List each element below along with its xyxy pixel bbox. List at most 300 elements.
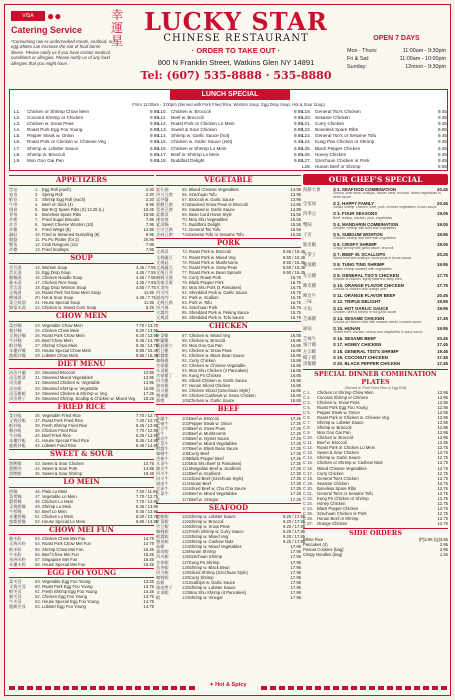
- item-chinese-name: 清蒸雞: [9, 380, 22, 386]
- item-name: Pork w. Tofu: [189, 299, 212, 305]
- item-chinese-name: 四川豬: [156, 304, 169, 310]
- item-number: 66.: [182, 191, 188, 197]
- item-name: Sauteed w. Garlic Sauce: [189, 206, 235, 212]
- item-price: 16.85: [290, 357, 301, 363]
- lunch-item-price: 9.85: [150, 139, 159, 145]
- item-price: 9.20 / 17.95: [283, 529, 306, 535]
- lunch-special-box: [9, 89, 448, 171]
- section-heading: DIET MENU: [9, 359, 154, 370]
- item-number: 52.: [35, 518, 41, 524]
- item-name: Black Pepper Chicken: [317, 505, 359, 511]
- menu-column-middle: [156, 174, 306, 601]
- item-number: 79.: [182, 279, 188, 285]
- item-price: 12.75: [437, 521, 448, 527]
- item-price: 2.20: [145, 186, 154, 192]
- item-number: C 5.: [303, 410, 311, 416]
- item-number: 23.: [35, 322, 41, 328]
- item-price: 19.95: [437, 305, 448, 311]
- item-name: Fresh Shrimp w. Curry Sauce: [189, 529, 244, 535]
- item-name: Fried or Steamed Dumpling (8): [42, 231, 100, 237]
- lunch-item-number: L1.: [14, 109, 21, 114]
- item-price: 19.95: [437, 299, 448, 305]
- item-price: 8.45 / 14.95: [136, 438, 159, 444]
- item-price: 16.85: [290, 367, 301, 373]
- lunch-item-price: 9.85: [294, 115, 303, 121]
- item-price: 4.45 / 7.55: [136, 269, 156, 275]
- item-price: 20.45: [437, 292, 448, 298]
- section-heading: VEGETABLE: [156, 175, 301, 186]
- item-name: Shrimp w. Cashew Nuts: [189, 539, 234, 545]
- item-number: 1.: [35, 186, 39, 192]
- item-name: Shrimp w. Black Bean: [189, 564, 230, 570]
- item-name: Chicken Chow Mei Fun: [42, 536, 86, 542]
- item-price: 17.25: [290, 430, 301, 436]
- menu-item: [9, 396, 154, 401]
- item-description: Sliced beef and scallops, snow peas in brown sauce: [333, 256, 412, 261]
- item-name: Moo Shu Beef (4 Pancakes): [189, 461, 242, 467]
- item-name: Hunan Sliced Chicken: [189, 383, 231, 389]
- item-number: S 5.: [333, 231, 343, 237]
- item-name: Shrimp w. Lobster Sauce: [189, 584, 236, 590]
- item-number: 12.: [35, 242, 41, 248]
- item-number: 30.: [35, 370, 41, 376]
- item-number: 72.: [182, 226, 188, 232]
- item-chinese-name: 燒排: [9, 206, 18, 212]
- item-number: C 26.: [303, 516, 314, 521]
- chef-item-line: [303, 336, 448, 341]
- item-number: S 6.: [333, 241, 343, 247]
- item-price: 17.95: [290, 554, 301, 560]
- lunch-item-price: 9.85: [294, 157, 303, 163]
- item-price: 8.45 / 13.95: [136, 503, 159, 509]
- chef-special-item: [303, 211, 448, 220]
- lunch-item-number: L28.: [302, 163, 311, 169]
- item-name: Roast Pork Yat Gaw Mein Soup: [42, 289, 101, 295]
- item-chinese-name: 蝦炒飯: [9, 423, 22, 429]
- item-name: Chicken Rice Soup: [42, 279, 78, 285]
- item-price: 1.25: [439, 552, 448, 558]
- item-price: 14.95: [143, 466, 154, 472]
- lunch-item-number: L27.: [302, 157, 311, 163]
- item-number: C 4.: [303, 404, 311, 410]
- item-chinese-name: 叉燒菜: [156, 249, 169, 255]
- mastercard-icon: ●●: [47, 9, 62, 23]
- lunch-item-price: 9.45: [438, 121, 447, 127]
- lunch-item-number: L23.: [302, 133, 311, 139]
- lunch-item-number: L20.: [302, 115, 311, 121]
- lunch-item-number: L24.: [302, 139, 311, 145]
- item-price: 17.25: [290, 466, 301, 472]
- menu-section: [9, 525, 154, 567]
- item-price: 12.95: [437, 440, 448, 446]
- item-name: Shrimp w. Mixed Veg: [189, 534, 229, 540]
- item-chinese-name: 芝麻雞: [303, 315, 317, 321]
- item-number: 67.: [182, 196, 188, 202]
- item-name: Shrimp Lo Mein: [42, 503, 72, 509]
- chef-special-item: [303, 283, 448, 292]
- lunch-item-number: L16.: [158, 145, 167, 151]
- item-number: 111.: [182, 466, 190, 472]
- side-orders-heading: SIDE ORDERS: [303, 528, 448, 537]
- item-number: 106.: [182, 441, 191, 447]
- item-number: 118.: [182, 514, 190, 520]
- item-chinese-name: 素湯麵: [156, 221, 169, 227]
- chef-special-item: [303, 342, 448, 347]
- combo-heading: SPECIAL DINNER COMBINATION PLATES: [303, 369, 448, 386]
- section-heading: FRIED RICE: [9, 402, 154, 413]
- item-number: 108.: [182, 451, 191, 457]
- lunch-title: LUNCH SPECIAL: [170, 89, 290, 100]
- item-name: House Special Lo Mein: [42, 518, 86, 524]
- item-chinese-name: 本樓米粉: [9, 561, 26, 567]
- item-name: Shrimp Chow Mein: [42, 342, 78, 348]
- item-name: Curry Roast Pork: [189, 274, 222, 280]
- lunch-item-price: 9.45: [438, 133, 447, 139]
- item-name: Curry Chicken: [189, 357, 216, 363]
- item-chinese-name: 清蒸雞蝦: [9, 390, 26, 396]
- item-number: C 24.: [303, 505, 314, 511]
- item-name: Beef w. Black Bean Sauce: [189, 446, 239, 452]
- item-price: 16.75: [290, 304, 301, 310]
- item-number: 94.: [182, 367, 188, 373]
- item-price: 17.25: [290, 476, 301, 482]
- chef-special-item: [303, 299, 448, 304]
- lunch-item-number: L12.: [158, 121, 167, 127]
- item-price: 17.25: [290, 415, 301, 421]
- item-number: 9.: [35, 226, 39, 232]
- item-number: 41.: [35, 438, 41, 444]
- lunch-item-name: Shrimp w. Broccoli: [27, 151, 65, 157]
- item-price: 16.95: [143, 211, 154, 217]
- item-chinese-name: 咖喱叉燒: [156, 274, 173, 280]
- item-name: Beef w. Oyster Sauce: [189, 435, 230, 441]
- item-chinese-name: 牛炒麵: [9, 337, 22, 343]
- item-price: 4.45 / 7.75: [136, 294, 156, 300]
- item-name: Sweet & Sour Pork: [42, 466, 78, 472]
- lunch-item-name: Kung Pao Chicken or Shrimp: [315, 139, 375, 145]
- item-price: 12.75: [437, 485, 448, 491]
- item-name: Steamed Shrimp w. Vegetable: [42, 385, 99, 391]
- item-name: Roast Pork Fried Rice: [42, 418, 83, 424]
- item-name: Crispy Noodles (bag): [303, 552, 343, 558]
- item-number: 46.: [35, 488, 41, 494]
- item-name: Szechuan Chicken or Pork: [317, 510, 367, 516]
- item-name: Vegetable Chow Mein: [42, 322, 83, 328]
- chef-special-item: [303, 326, 448, 335]
- menu-item: [156, 232, 301, 237]
- item-number: 20.: [35, 294, 41, 300]
- item-name: House Special Chow Mein: [42, 347, 92, 353]
- item-name: Curry Shrimp: [189, 574, 214, 580]
- item-chinese-name: 雙味: [303, 221, 312, 227]
- item-price: 14.85: [290, 201, 301, 207]
- lunch-item: [14, 158, 159, 164]
- item-number: 122.: [182, 534, 191, 540]
- item-chinese-name: 甜酸肉: [9, 466, 22, 472]
- item-price: 8.45 / 14.95: [136, 443, 159, 449]
- item-name: Coconut Shrimp or Chicken: [317, 394, 369, 400]
- item-name: Beef w. Broccoli: [189, 415, 219, 421]
- item-price: 15.45: [143, 551, 154, 557]
- item-chinese-name: 素什錦: [156, 186, 169, 192]
- item-name: Sesame Chicken: [317, 480, 349, 486]
- item-price: 16.75: [290, 274, 301, 280]
- item-chinese-name: 蝦卷: [9, 196, 18, 202]
- item-price: 16.75: [290, 310, 301, 316]
- item-number: 109.: [182, 456, 191, 462]
- item-price: 15.45: [143, 556, 154, 562]
- item-chinese-name: 叉燒豆腐: [156, 299, 173, 305]
- item-name: Beef w. Broccoli: [317, 440, 347, 446]
- visa-logo: VISA: [11, 11, 45, 21]
- item-number: 67a.: [182, 201, 191, 207]
- item-chinese-name: 陳皮牛: [156, 466, 169, 472]
- item-name: Peanut Cookies (bag): [303, 547, 344, 553]
- item-number: 95.: [182, 373, 188, 378]
- item-name: [333, 361, 430, 366]
- item-number: 18.: [35, 284, 41, 290]
- item-number: S 2.: [333, 201, 343, 207]
- item-number: 124.: [182, 544, 191, 550]
- item-price: 17.95: [290, 569, 301, 575]
- item-name: Chicken w. Sweet Corn Soup: [42, 304, 97, 310]
- item-price: 17.95: [290, 559, 301, 565]
- item-chinese-name: 菜芙蓉: [9, 579, 22, 585]
- item-number: 3.: [35, 196, 39, 202]
- lunch-item-number: L14.: [158, 133, 167, 139]
- item-price: 17.75: [437, 282, 448, 288]
- item-price: 15.55: [290, 231, 301, 237]
- item-name: Chicken w. Chinese Vegetable: [189, 362, 246, 368]
- lunch-item-name: Moo Goo Gai Pan: [27, 157, 64, 163]
- section-heading: CHOW MEIN: [9, 311, 154, 322]
- menu-section: [156, 321, 301, 403]
- item-chinese-name: 蝦炒麵: [9, 342, 22, 348]
- item-price: 9.20 / 17.95: [283, 514, 306, 520]
- item-name: [333, 342, 430, 347]
- item-number: 128.: [182, 564, 191, 570]
- item-price: 16.85: [290, 342, 301, 348]
- item-chinese-name: 湖南牛: [156, 481, 169, 487]
- item-chinese-name: 龍蝦炒飯: [9, 443, 26, 449]
- chef-special-heading: OUR CHEF'S SPECIAL: [303, 174, 448, 185]
- item-number: 87.: [182, 332, 188, 338]
- item-price: 14.75: [143, 599, 154, 605]
- item-number: 35.: [35, 395, 41, 401]
- item-name: Sesame Tofu or Sesame Tofu: [189, 231, 244, 237]
- item-name: Orange Chicken: [317, 521, 348, 527]
- item-chinese-name: 雞米粉: [9, 536, 22, 542]
- hours-row: [347, 63, 451, 71]
- item-number: S 16.: [333, 336, 345, 342]
- item-number: S 3.: [333, 211, 343, 217]
- item-number: 98.: [182, 388, 188, 394]
- chef-special-item: [303, 349, 448, 354]
- hours-day: Fri & Sat:: [347, 56, 370, 62]
- item-chinese-name: 咖喱雞: [156, 357, 169, 363]
- item-title: ORANGE FLAVOR BEEF: [344, 292, 396, 298]
- item-price: 18.25: [143, 395, 154, 401]
- item-chinese-name: 叉燒米粉: [9, 541, 26, 547]
- lunch-item-name: Black Pepper Chicken: [315, 145, 361, 151]
- item-price: 15.55: [290, 226, 301, 232]
- item-chinese-name: 四川牛: [156, 476, 169, 482]
- item-name: Beef w. Scallions: [189, 471, 221, 477]
- chef-special-item: [303, 361, 448, 366]
- item-number: 19.: [35, 289, 41, 295]
- lunch-item-price: 9.85: [150, 127, 159, 133]
- item-number: 64.: [35, 604, 41, 610]
- item-number: 100.: [182, 398, 191, 404]
- section-heading: PORK: [156, 238, 301, 249]
- item-number: 2.: [35, 191, 39, 197]
- item-number: S 9.: [333, 272, 343, 278]
- item-number: 4.: [35, 201, 39, 207]
- brand-subtitle: CHINESE RESTAURANT: [163, 33, 309, 44]
- item-price: 19.45: [143, 206, 154, 212]
- item-number: 112.: [182, 471, 190, 477]
- item-price: 7.95: [145, 221, 154, 227]
- item-name: Chicken Cashews w. Snow Chicken: [189, 393, 256, 399]
- item-price: 20.95: [143, 236, 154, 242]
- lunch-item-number: L8.: [14, 151, 21, 157]
- section-heading: BEEF: [156, 404, 301, 415]
- lunch-item-price: 9.85: [294, 109, 303, 114]
- item-name: Beef on Stick (4): [42, 201, 73, 207]
- item-number: 62.: [35, 594, 41, 600]
- item-price: 15.55: [290, 211, 301, 217]
- item-description: Jumbo shrimp sauteed with vegetables: [333, 266, 392, 271]
- item-name: Pancakes (4): [303, 542, 328, 548]
- telephone: Tel: (607) 535-8888 · 535-8880: [140, 69, 332, 82]
- item-price: 12.95: [437, 415, 448, 421]
- item-name: Buddha's Delight: [189, 221, 221, 227]
- item-number: 6.: [35, 211, 39, 217]
- item-number: 117.: [182, 496, 190, 502]
- item-number: S 10.: [333, 282, 345, 288]
- item-chinese-name: 炸蝦: [9, 216, 18, 222]
- item-name: Chicken Lo Mein: [42, 513, 74, 519]
- item-price: 17.95: [290, 579, 301, 585]
- lunch-item-name: Boneless Spare Ribs: [315, 127, 358, 133]
- item-price: 11.95: [143, 299, 154, 305]
- item-name: Chicken w. Black Bean Sauce: [189, 352, 245, 358]
- chef-item-line: [303, 293, 448, 298]
- lunch-item-number: L25.: [302, 145, 311, 151]
- item-number: 36.: [35, 413, 41, 419]
- order-banner: · ORDER TO TAKE OUT ·: [191, 46, 281, 55]
- item-price: 9.20 / 17.95: [283, 539, 306, 545]
- item-name: Plain Lo Mein: [42, 488, 68, 494]
- lunch-item-price: 9.45: [438, 109, 447, 114]
- item-number: 16.: [35, 274, 41, 280]
- item-price: 19.95: [437, 262, 448, 268]
- item-chinese-name: 牛炒飯: [9, 433, 22, 439]
- item-price: 20.45: [437, 336, 448, 342]
- item-name: White Rice: [303, 537, 324, 543]
- item-name: Szechuan Tofu: [189, 191, 217, 197]
- item-chinese-name: 雞燉: [156, 398, 165, 404]
- item-price: 14.95: [143, 226, 154, 232]
- item-number: 60.: [35, 584, 41, 590]
- item-chinese-name: 木須雞: [156, 367, 169, 373]
- item-name: Roast Pork w. Broccoli: [189, 249, 231, 255]
- item-price: 16.85: [290, 383, 301, 389]
- item-chinese-name: 本樓撈麵: [9, 513, 26, 519]
- section-heading: LO MEIN: [9, 477, 154, 488]
- item-chinese-name: 湖南帶子: [156, 584, 173, 590]
- item-chinese-name: 清蒸蝦: [9, 385, 22, 391]
- item-price: 17.25: [290, 435, 301, 441]
- item-price: 7.70 / 12.75: [136, 493, 159, 499]
- item-title: SESAME BEEF: [344, 336, 376, 342]
- item-name: Chicken or Shrimp w. Cashew Nuts: [317, 460, 383, 466]
- item-name: Moo Shu Pork (4 Pancakes): [189, 284, 242, 290]
- item-number: S 8.: [333, 262, 343, 268]
- menu-section: [156, 237, 306, 321]
- menu-column-left: [9, 174, 159, 611]
- item-price: 12.95: [437, 410, 448, 416]
- item-number: 76.: [182, 264, 188, 270]
- item-number: 68.: [182, 206, 188, 212]
- address: 800 N Franklin Street, Watkins Glen NY 14891: [157, 58, 315, 67]
- lunch-item-price: 9.85: [150, 115, 159, 121]
- item-chinese-name: 四川雞: [156, 388, 169, 394]
- lunch-item-name: General Tso's or Sesame Tofu: [315, 133, 377, 139]
- lunch-item-number: L2.: [14, 115, 21, 121]
- lunch-item-number: L19.: [302, 109, 311, 114]
- item-price: 13.75: [143, 584, 154, 590]
- item-number: 131.: [182, 579, 191, 585]
- item-title: TRIPLE DELIGHT: [344, 299, 381, 305]
- lunch-item-name: Roast Pork or Chicken Lo Mein: [171, 121, 235, 127]
- item-name: Shrimp Chow Mei Fun: [42, 546, 84, 552]
- item-price: 17.25: [290, 471, 301, 477]
- item-price: 15.45: [143, 561, 154, 567]
- item-number: S 19.: [333, 355, 345, 361]
- item-chinese-name: 蠔油牛: [156, 435, 169, 441]
- lunch-item-price: 9.85: [150, 109, 159, 114]
- item-number: 89.: [182, 342, 188, 348]
- item-title: HUNAN: [344, 325, 361, 331]
- item-name: Shrimp w. Broccoli: [317, 425, 352, 431]
- lunch-item-number: L21.: [302, 121, 311, 127]
- item-chinese-name: 龍蝦蝦: [156, 514, 169, 520]
- lunch-item-name: Hunan Beef or Shrimp: [315, 163, 361, 169]
- item-price: 12.95: [437, 435, 448, 441]
- item-number: 121.: [182, 529, 191, 535]
- item-price: 16.75: [290, 279, 301, 285]
- section-heading: SWEET & SOUR: [9, 449, 154, 460]
- item-price: 9.95: [145, 201, 154, 207]
- chef-special-item: [303, 187, 448, 200]
- item-name: Kung Po Chicken or Shrimp: [317, 495, 369, 501]
- item-name: [333, 349, 430, 354]
- lunch-item-price: 9.45: [438, 145, 447, 151]
- item-number: 31.: [35, 375, 41, 381]
- item-number: 45.: [35, 471, 41, 477]
- item-name: Sliced Beef (Szechuan Style): [189, 476, 244, 482]
- chef-item-line: [303, 355, 448, 360]
- lunch-item-price: 9.85: [150, 151, 159, 157]
- item-name: Pu Pu Platter (for 2): [42, 236, 80, 242]
- item-price: 12.75: [437, 475, 448, 481]
- item-name: Chicken w. Broccoli: [189, 337, 226, 343]
- item-price: 7.00 / 11.95: [136, 488, 158, 494]
- item-price: 12.95: [437, 399, 448, 405]
- item-name: Moo Shu Shrimp (4 Pancakes): [189, 589, 247, 595]
- menu-item: [156, 315, 301, 320]
